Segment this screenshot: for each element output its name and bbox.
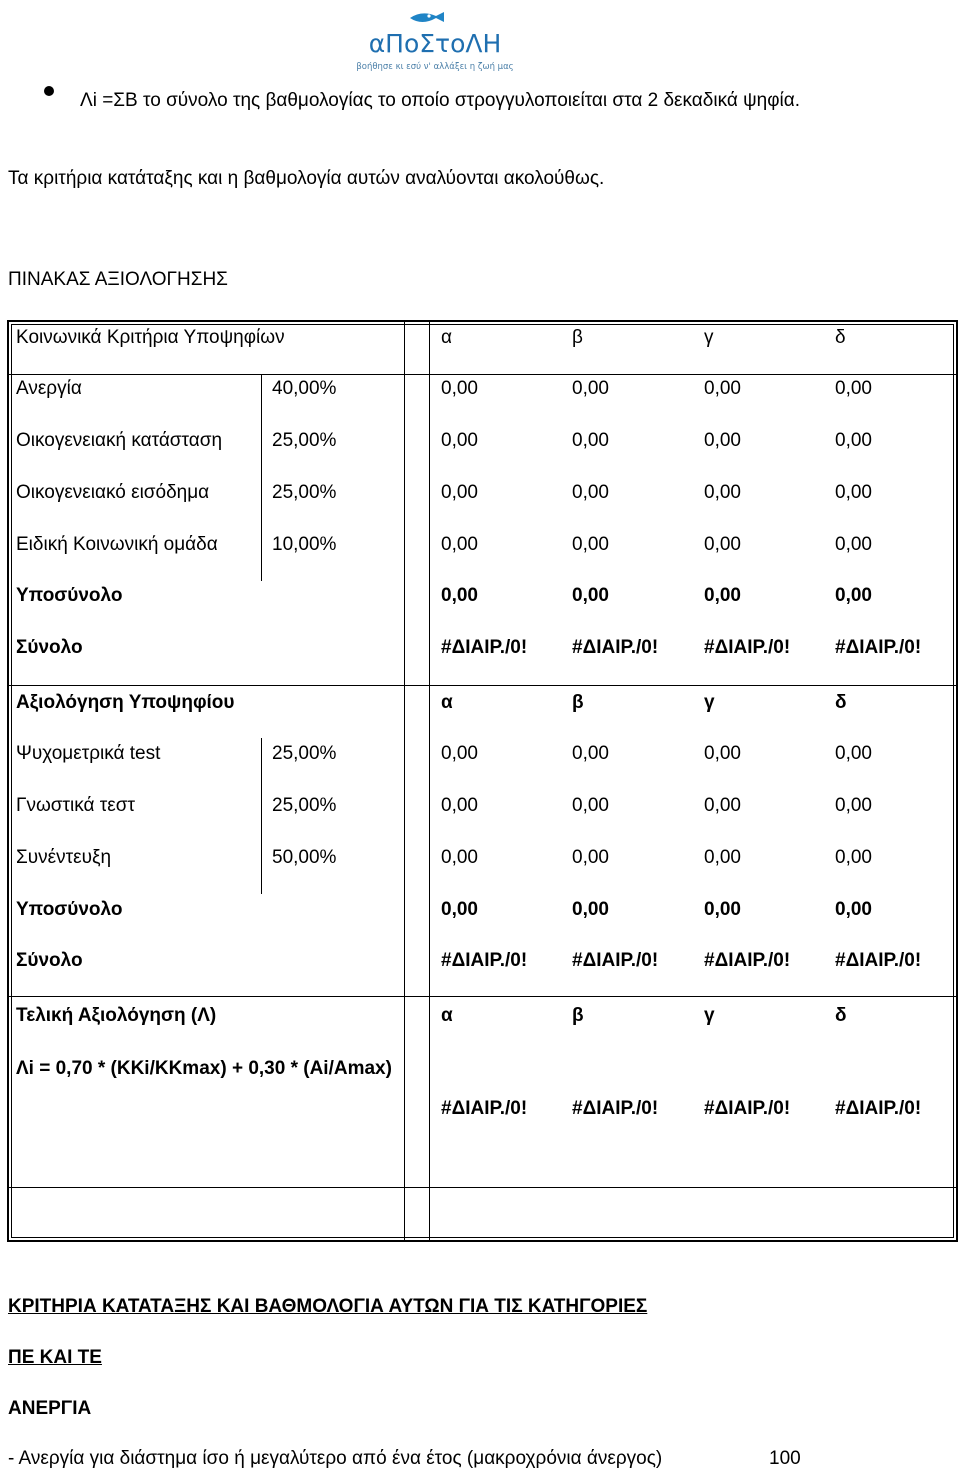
col-c-header: γ bbox=[704, 1005, 715, 1026]
row-weight: 25,00% bbox=[272, 743, 337, 764]
apostoli-logo bbox=[352, 0, 518, 76]
cell-c: 0,00 bbox=[704, 430, 741, 451]
col-d-header: δ bbox=[835, 1005, 847, 1026]
cell-a: 0,00 bbox=[441, 585, 478, 606]
cell-a: 0,00 bbox=[441, 847, 478, 868]
row-divider bbox=[7, 1187, 958, 1188]
social-criteria-header: Κοινωνικά Κριτήρια Υποψηφίων bbox=[16, 327, 285, 348]
cell-c: 0,00 bbox=[704, 743, 741, 764]
cell-d: 0,00 bbox=[835, 585, 872, 606]
cell-b: 0,00 bbox=[572, 847, 609, 868]
cell-b: 0,00 bbox=[572, 899, 609, 920]
cell-a: 0,00 bbox=[441, 534, 478, 555]
cell-a: 0,00 bbox=[441, 482, 478, 503]
cell-d: 0,00 bbox=[835, 378, 872, 399]
cell-a: #ΔΙΑΙΡ./0! bbox=[441, 1098, 528, 1119]
row-divider bbox=[7, 685, 958, 686]
col-b-header: β bbox=[572, 327, 583, 348]
cell-c: 0,00 bbox=[704, 378, 741, 399]
cell-a: 0,00 bbox=[441, 743, 478, 764]
cell-c: 0,00 bbox=[704, 482, 741, 503]
row-label: Ψυχομετρικά test bbox=[16, 743, 161, 764]
cell-a: #ΔΙΑΙΡ./0! bbox=[441, 950, 528, 971]
row-weight: 25,00% bbox=[272, 430, 337, 451]
cell-d: 0,00 bbox=[835, 847, 872, 868]
cell-b: 0,00 bbox=[572, 378, 609, 399]
cell-d: 0,00 bbox=[835, 899, 872, 920]
column-divider bbox=[429, 320, 430, 1242]
col-b-header: β bbox=[572, 692, 584, 713]
cell-d: 0,00 bbox=[835, 430, 872, 451]
final-evaluation-header: Τελική Αξιολόγηση (Λ) bbox=[16, 1005, 217, 1026]
cell-a: 0,00 bbox=[441, 899, 478, 920]
total-label: Σύνολο bbox=[16, 950, 83, 971]
cell-b: 0,00 bbox=[572, 795, 609, 816]
col-c-header: γ bbox=[704, 692, 715, 713]
cell-c: 0,00 bbox=[704, 847, 741, 868]
col-a-header: α bbox=[441, 692, 453, 713]
row-weight: 25,00% bbox=[272, 795, 337, 816]
logo-tagline: βοήθησε κι εσύ ν' αλλάξει η ζωή μας bbox=[356, 62, 514, 72]
subtotal-label: Υποσύνολο bbox=[16, 899, 123, 920]
row-label: Οικογενειακό εισόδημα bbox=[16, 482, 210, 503]
cell-c: 0,00 bbox=[704, 795, 741, 816]
unemployment-points: 100 bbox=[769, 1448, 801, 1469]
cell-c: #ΔΙΑΙΡ./0! bbox=[704, 637, 791, 658]
bullet-paragraph: Λi =ΣΒ το σύνολο της βαθμολογίας το οποίο στρογγυλοποιείται στα 2 δεκαδικά ψηφία. bbox=[80, 90, 801, 111]
row-label: Ειδική Κοινωνική ομάδα bbox=[16, 534, 218, 555]
unemployment-item: - Ανεργία για διάστημα ίσο ή μεγαλύτερο από ένα έτος (μακροχρόνια άνεργος) bbox=[8, 1448, 663, 1469]
cell-b: #ΔΙΑΙΡ./0! bbox=[572, 1098, 659, 1119]
row-weight: 10,00% bbox=[272, 534, 337, 555]
final-formula: Λi = 0,70 * (ΚΚi/ΚΚmax) + 0,30 * (Ai/Amax) bbox=[16, 1058, 392, 1079]
cell-b: 0,00 bbox=[572, 743, 609, 764]
col-a-header: α bbox=[441, 1005, 453, 1026]
col-d-header: δ bbox=[835, 327, 846, 348]
col-a-header: α bbox=[441, 327, 452, 348]
row-label: Γνωστικά τεστ bbox=[16, 795, 135, 816]
cell-c: #ΔΙΑΙΡ./0! bbox=[704, 950, 791, 971]
cell-d: #ΔΙΑΙΡ./0! bbox=[835, 1098, 922, 1119]
cell-d: 0,00 bbox=[835, 534, 872, 555]
row-weight: 40,00% bbox=[272, 378, 337, 399]
cell-b: 0,00 bbox=[572, 482, 609, 503]
column-divider bbox=[261, 738, 262, 894]
criteria-heading: ΚΡΙΤΗΡΙΑ ΚΑΤΑΤΑΞΗΣ ΚΑΙ ΒΑΘΜΟΛΟΓΙΑ ΑΥΤΩΝ ΓΙΑ ΤΙΣ ΚΑΤΗΓΟΡΙΕΣ bbox=[8, 1296, 648, 1317]
col-b-header: β bbox=[572, 1005, 584, 1026]
cell-d: 0,00 bbox=[835, 482, 872, 503]
cell-a: 0,00 bbox=[441, 378, 478, 399]
table-title: ΠΙΝΑΚΑΣ ΑΞΙΟΛΟΓΗΣΗΣ bbox=[8, 269, 228, 290]
row-weight: 25,00% bbox=[272, 482, 337, 503]
row-label: Οικογενειακή κατάσταση bbox=[16, 430, 223, 451]
cell-a: #ΔΙΑΙΡ./0! bbox=[441, 637, 528, 658]
cell-c: 0,00 bbox=[704, 585, 741, 606]
cell-b: #ΔΙΑΙΡ./0! bbox=[572, 637, 659, 658]
column-divider bbox=[404, 320, 405, 1242]
row-weight: 50,00% bbox=[272, 847, 337, 868]
cell-c: #ΔΙΑΙΡ./0! bbox=[704, 1098, 791, 1119]
cell-b: 0,00 bbox=[572, 430, 609, 451]
cell-c: 0,00 bbox=[704, 899, 741, 920]
cell-d: 0,00 bbox=[835, 795, 872, 816]
row-label: Συνέντευξη bbox=[16, 847, 112, 868]
logo-wordmark: αΠοΣτοΛΗ bbox=[368, 29, 502, 58]
cell-b: 0,00 bbox=[572, 534, 609, 555]
col-d-header: δ bbox=[835, 692, 847, 713]
row-divider bbox=[7, 374, 958, 375]
total-label: Σύνολο bbox=[16, 637, 83, 658]
cell-b: #ΔΙΑΙΡ./0! bbox=[572, 950, 659, 971]
cell-c: 0,00 bbox=[704, 534, 741, 555]
column-divider bbox=[261, 374, 262, 581]
row-label: Ανεργία bbox=[16, 378, 82, 399]
category-heading: ΠΕ ΚΑΙ ΤΕ bbox=[8, 1347, 102, 1368]
cell-d: #ΔΙΑΙΡ./0! bbox=[835, 950, 922, 971]
cell-d: #ΔΙΑΙΡ./0! bbox=[835, 637, 922, 658]
cell-a: 0,00 bbox=[441, 795, 478, 816]
fish-icon bbox=[410, 12, 444, 22]
logo-graphic bbox=[352, 0, 518, 76]
unemployment-heading: ΑΝΕΡΓΙΑ bbox=[8, 1398, 92, 1419]
candidate-evaluation-header: Αξιολόγηση Υποψηφίου bbox=[16, 692, 235, 713]
col-c-header: γ bbox=[704, 327, 714, 348]
cell-b: 0,00 bbox=[572, 585, 609, 606]
subtotal-label: Υποσύνολο bbox=[16, 585, 123, 606]
intro-paragraph: Τα κριτήρια κατάταξης και η βαθμολογία αυτών αναλύονται ακολούθως. bbox=[8, 168, 605, 189]
row-divider bbox=[7, 996, 958, 997]
bullet-marker bbox=[44, 86, 54, 96]
cell-d: 0,00 bbox=[835, 743, 872, 764]
cell-a: 0,00 bbox=[441, 430, 478, 451]
